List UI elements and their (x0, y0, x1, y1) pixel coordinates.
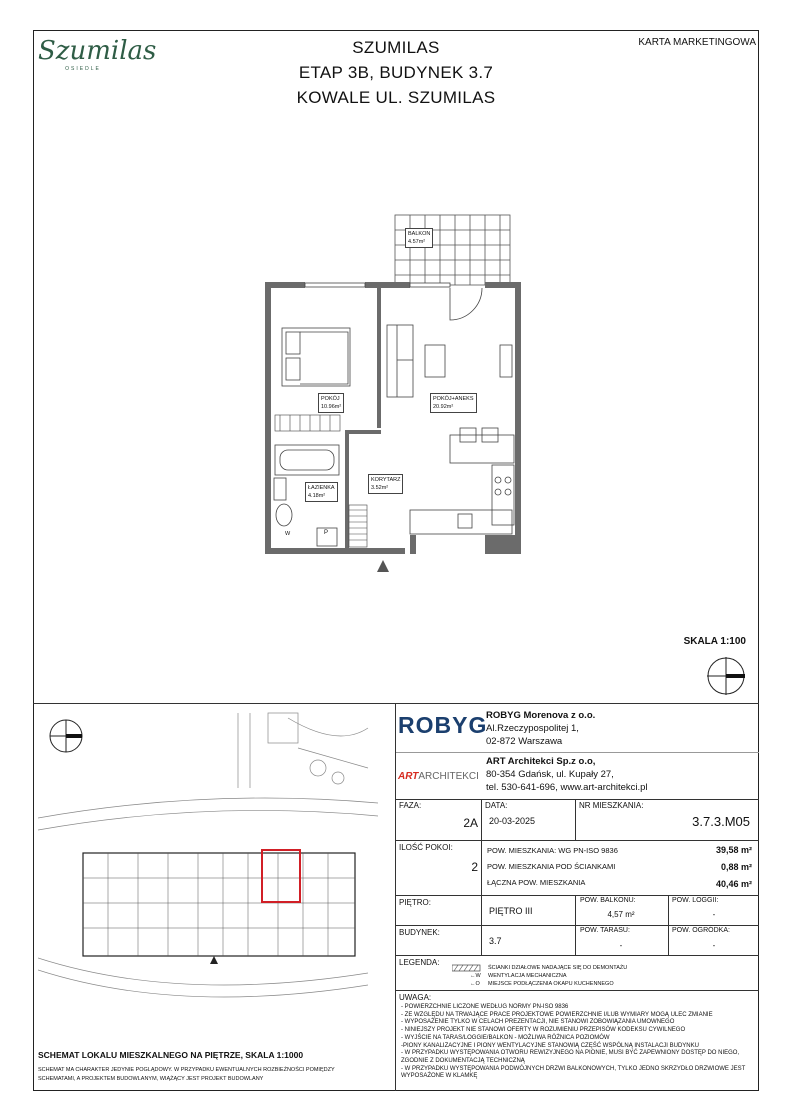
site-schema (38, 708, 390, 1040)
room-label-bathroom: ŁAZIENKA 4.18m² (305, 482, 338, 502)
brand-logo (38, 36, 157, 72)
taras-value: - (619, 941, 623, 950)
pokoje-label: ILOŚĆ POKOI: (399, 843, 453, 852)
notes-list (401, 1004, 753, 1081)
room-label-corridor: KORYTARZ 3.52m² (368, 474, 403, 494)
legend-item-vent: WENTYLACJA MECHANICZNA (488, 973, 567, 979)
balkon-label: POW. BALKONU: (580, 897, 636, 904)
nr-value: 3.7.3.M05 (692, 814, 750, 829)
bed (282, 328, 350, 386)
pow-sciank-value: 0,88 m² (720, 862, 752, 872)
plan-scale: SKALA 1:100 (683, 636, 746, 647)
schema-title: SCHEMAT LOKALU MIESZKALNEGO NA PIĘTRZE, SKALA 1:1000 (38, 1050, 304, 1060)
project-title: SZUMILAS (352, 38, 440, 57)
room-label-living: POKÓJ+ANEKS 20.92m² (430, 393, 477, 413)
pow-total-label: ŁĄCZNA POW. MIESZKANIA (487, 878, 586, 887)
walls (265, 282, 521, 554)
logo-text: Szumilas (38, 36, 157, 66)
balcony-grid (395, 215, 510, 285)
note-item: ZGODNIE Z DOKUMENTACJĄ TECHNICZNĄ (401, 1057, 525, 1064)
room-label-bedroom: POKÓJ 10.96m² (318, 393, 344, 413)
bathtub (275, 445, 339, 475)
developer-info: ROBYG Morenova z o.o. Al.Rzeczypospolitej 1, 02-872 Warszawa (486, 710, 596, 747)
schema-description: SCHEMAT MA CHARAKTER JEDYNIE POGLĄDOWY. W PRZYPADKU EWENTUALNYCH ROZBIEŻNOŚCI POMIĘDZY SCHEMATAMI, A PROJEKTEM BUDOWLANYM, WIĄŻĄCY JEST PROJEKT BUDOWLANY (38, 1067, 335, 1082)
hatch-icon (452, 964, 482, 972)
data-value: 20-03-2025 (489, 816, 536, 826)
note-item: - POWIERZCHNIE LICZONE WEDŁUG NORMY PN-ISO 9836 (401, 1004, 569, 1010)
note-item: - W PRZYPADKU WYSTĘPOWANIA PODWÓJNYCH DRZWI BALKONOWYCH, TYLKO JEDNO SKRZYDŁO DRZWIOWE JEST (401, 1065, 746, 1072)
pow-iso-label: POW. MIESZKANIA: WG PN-ISO 9836 (487, 846, 618, 855)
data-label: DATA: (485, 801, 508, 810)
notes-label: UWAGA: (399, 993, 432, 1002)
loggia-label: POW. LOGGII: (672, 897, 719, 904)
apartment-highlight (262, 850, 300, 902)
card-type: KARTA MARKETINGOWA (638, 37, 756, 48)
note-item: - WYPOSAŻENIE TYLKO W CELACH PREZENTACJI, NIE STANOWI ZOBOWIĄZANIA UMOWNEGO (401, 1019, 675, 1026)
pow-iso-value: 39,58 m² (715, 845, 752, 855)
note-item: - W PRZYPADKU WYSTĘPOWANIA OTWORU REWIZYJNEGO NA PIONIE, MUSI BYĆ ZAPEWNIONY DOSTĘP DO NIEGO, (401, 1050, 740, 1057)
budynek-value: 3.7 (489, 936, 502, 946)
loggia-value: - (712, 910, 716, 919)
balkon-value: 4,57 m² (607, 910, 635, 919)
project-location: KOWALE UL. SZUMILAS (296, 88, 496, 107)
project-stage: ETAP 3B, BUDYNEK 3.7 (298, 63, 494, 82)
faza-value: 2A (463, 816, 478, 830)
note-item: WYPOSAŻONE W KLAMKĘ (401, 1073, 478, 1080)
note-item: - NINIEJSZY PROJEKT NIE STANOWI OFERTY W ROZUMIENIU PRZEPISÓW KODEKSU CYWILNEGO (401, 1027, 686, 1034)
ogrodek-label: POW. OGRÓDKA: (672, 927, 730, 934)
note-item: - ZE WZGLĘDU NA TRWAJĄCE PRACE PROJEKTOWE POWIERZCHNIE I/LUB WYMIARY MOGĄ ULEC ZMIANIE (401, 1011, 713, 1018)
pietro-value: PIĘTRO III (489, 906, 533, 916)
pow-total-value: 40,46 m² (715, 879, 752, 889)
north-arrow-icon (706, 656, 746, 696)
robyg-logo: ROBYG (398, 712, 488, 738)
p-mark: P (324, 530, 329, 536)
ogrodek-value: - (712, 941, 716, 950)
art-logo: ARTARCHITEKCI (398, 771, 479, 782)
note-item: - WYJŚCIE NA TARAS/LOGGIE/BALKON - MOŻLIWA RÓŻNICA POZIOMÓW (401, 1034, 610, 1041)
kitchen (410, 428, 514, 534)
taras-label: POW. TARASU: (580, 927, 630, 934)
vent-mark: W (285, 531, 291, 537)
architect-info: ART Architekci Sp.z o.o, 80-354 Gdańsk, ul. Kupały 27, tel. 530-641-696, www.art-architekci.pl (486, 756, 648, 793)
pietro-label: PIĘTRO: (399, 898, 432, 907)
legend-mark-w: ←W (470, 973, 481, 979)
pow-sciank-label: POW. MIESZKANIA POD ŚCIANKAMI (487, 862, 616, 871)
floor-plan (260, 210, 540, 580)
budynek-label: BUDYNEK: (399, 928, 440, 937)
nr-label: NR MIESZKANIA: (579, 801, 644, 810)
legend-item-walls: ŚCIANKI DZIAŁOWE NADAJĄCE SIĘ DO DEMONTAŻU (488, 965, 628, 971)
legend-item-hood: MIEJSCE PODŁĄCZENIA OKAPU KUCHENNEGO (488, 981, 614, 987)
project-header (246, 35, 546, 110)
sofa (387, 325, 413, 397)
legend-label: LEGENDA: (399, 958, 440, 967)
note-item: -PIONY KANALIZACYJNE I PIONY WENTYLACYJNE STANOWIĄ CZĘŚĆ WSPÓLNĄ INSTALACJI BUDYNKU (401, 1042, 699, 1049)
pokoje-value: 2 (471, 860, 478, 874)
room-label-balcony: BALKON 4.57m² (405, 228, 433, 248)
faza-label: FAZA: (399, 801, 422, 810)
logo-subtext: OSIEDLE (65, 66, 101, 72)
entrance-arrow (377, 560, 389, 572)
legend-mark-o: ←O (470, 981, 480, 987)
